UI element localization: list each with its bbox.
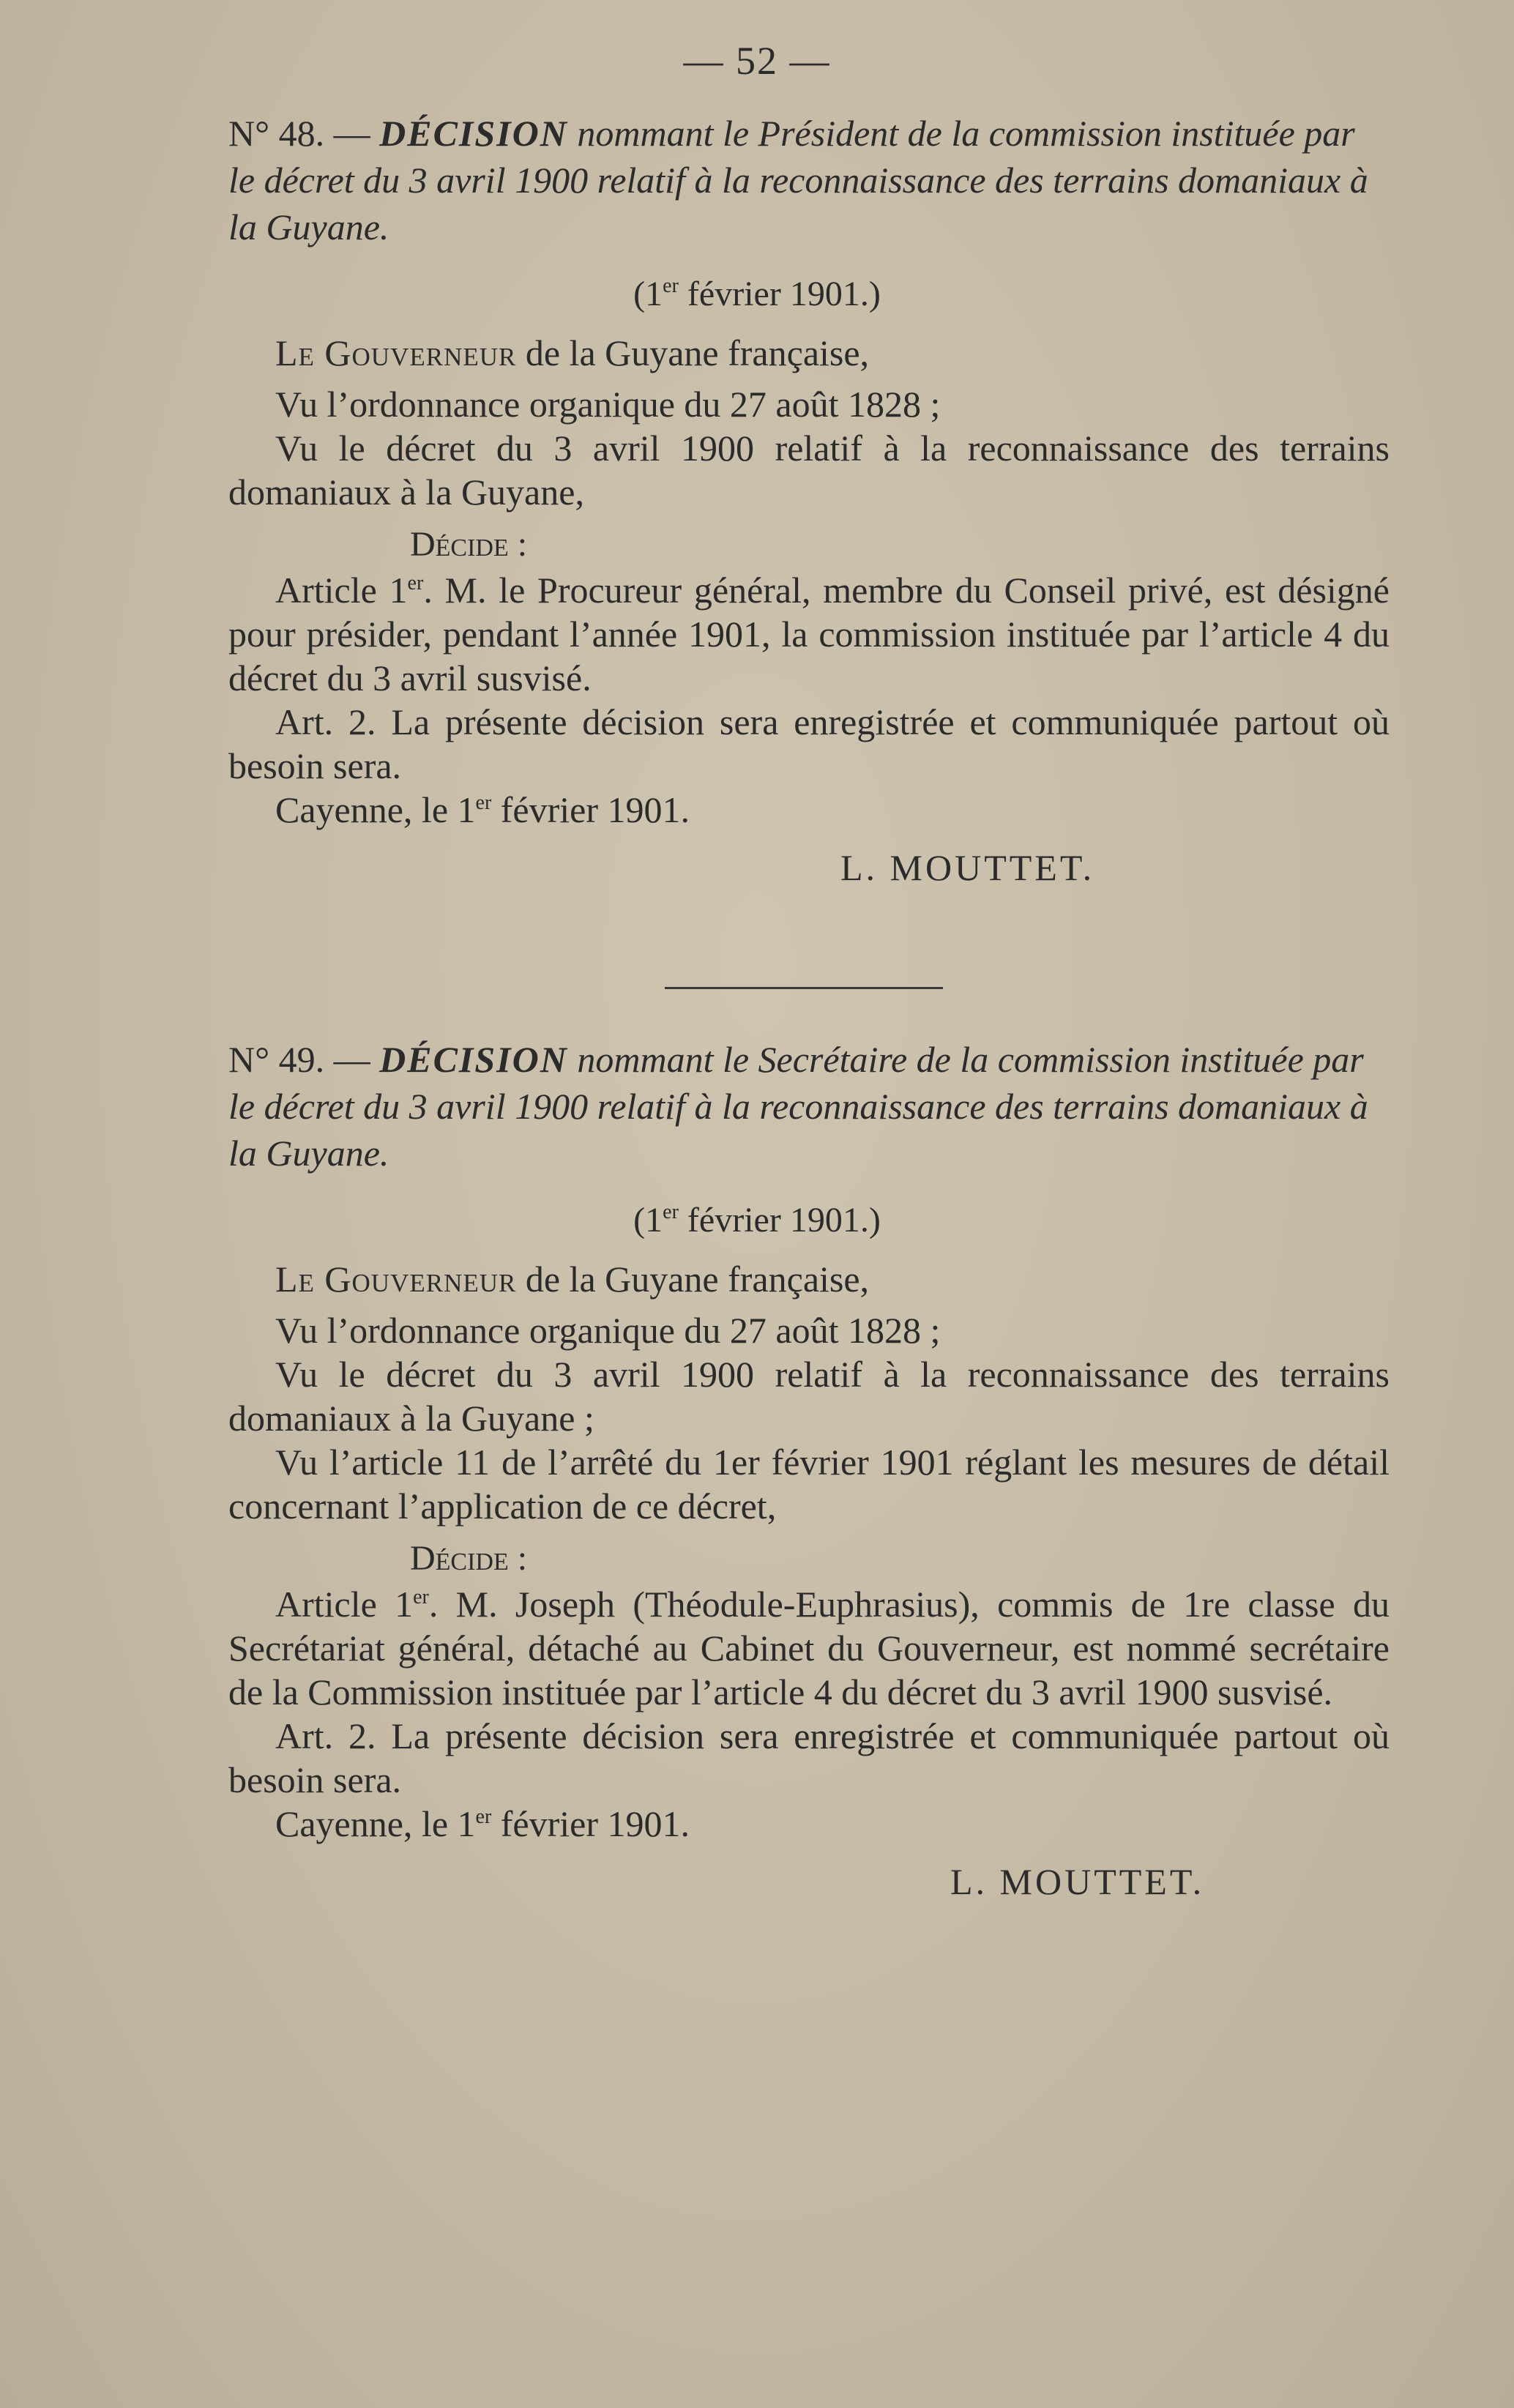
signature: L. MOUTTET. [950,1861,1205,1902]
vu-clause: Vu le décret du 3 avril 1900 relatif à la reconnaissance des terrains domaniaux à la Guyane ; [228,1354,1390,1439]
place-date: Cayenne, le 1er février 1901. [275,1803,690,1844]
decision-49 [0,1036,1514,1907]
article-1: Article 1er. M. le Procureur général, membre du Conseil privé, est désigné pour présider, pendant l’année 1901, la commission instituée par l’article 4 du décret du 3 avril susvisé. [228,570,1390,698]
vu-clause: Vu l’ordonnance organique du 27 août 1828 ; [275,384,941,425]
signature: L. MOUTTET. [840,847,1095,888]
decision-keyword: DÉCISION [379,113,568,154]
article-2: Art. 2. La présente décision sera enregistrée et communiquée partout où besoin sera. [228,1715,1390,1800]
vu-clause: Vu l’article 11 de l’arrêté du 1er février 1901 réglant les mesures de détail concernant l’application de ce décret, [228,1442,1390,1527]
decide-label: Décide : [410,525,528,564]
governor-line: Le Gouverneur de la Guyane française, [275,332,870,373]
decision-heading [228,1036,1390,1177]
decision-title: nommant le Secrétaire de la commission instituée par le décret du 3 avril 1900 relatif à la reconnaissance des terrains domaniaux à la Guyane. [228,1039,1368,1174]
decision-48 [0,110,1514,893]
decision-date: (1er février 1901.) [633,1201,881,1240]
decision-number: N° 49. [228,1039,325,1080]
decision-heading [228,110,1390,250]
place-date: Cayenne, le 1er février 1901. [275,789,690,830]
heading-dash: — [333,113,370,154]
article-1: Article 1er. M. Joseph (Théodule-Euphrasius), commis de 1re classe du Secrétariat général, détaché au Cabinet du Gouverneur, est nommé secrétaire de la Commission instituée par l’article 4 du décret du 3 avril 1900 susvisé. [228,1584,1390,1712]
decision-keyword: DÉCISION [379,1039,568,1080]
page-number: — 52 — [683,39,831,83]
decide-label: Décide : [410,1539,528,1578]
decision-title: nommant le Président de la commission instituée par le décret du 3 avril 1900 relatif à la reconnaissance des terrains domaniaux à la Guyane. [228,113,1368,247]
decision-number: N° 48. [228,113,325,154]
vu-clause: Vu le décret du 3 avril 1900 relatif à la reconnaissance des terrains domaniaux à la Guyane, [228,428,1390,512]
heading-dash: — [333,1039,370,1080]
governor-line: Le Gouverneur de la Guyane française, [275,1259,870,1300]
vu-clause: Vu l’ordonnance organique du 27 août 1828 ; [275,1310,941,1351]
decision-date: (1er février 1901.) [633,275,881,313]
article-2: Art. 2. La présente décision sera enregistrée et communiquée partout où besoin sera. [228,701,1390,786]
separator-rule [665,987,943,989]
